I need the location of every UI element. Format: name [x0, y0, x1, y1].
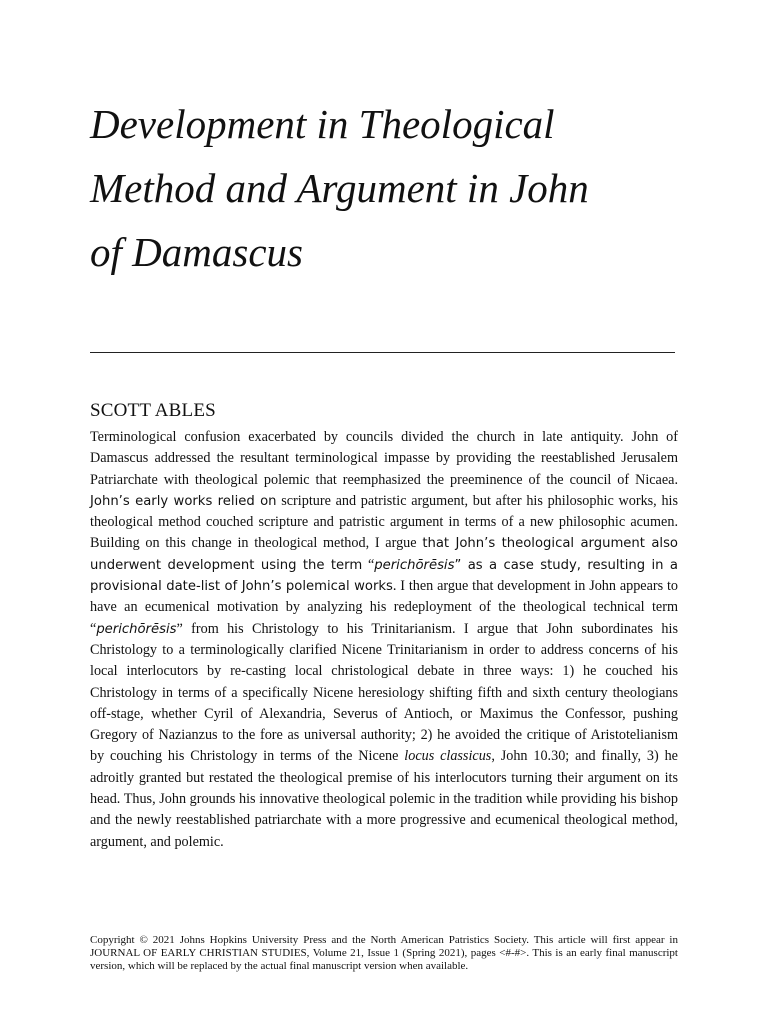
abstract-text: , John 10.30; and finally, 3) he adroitly granted but restated the theological premise of his interlocutors turning their argument on its head. Thus, John grounds his innovative theological polemic in the tradition while providing his bishop and the newly reestablished patriarchate with a more progressive and ecumenical theological method, argument, and polemic. — [90, 748, 678, 850]
abstract-text: ” as a case study, resulting in a provisional date-list of John’s polemical works — [90, 557, 678, 595]
greek-term: perichōrēsis — [374, 557, 455, 573]
title-line-3: of Damascus — [90, 229, 303, 275]
abstract-text: Terminological confusion exacerbated by councils divided the church in late antiquity. John of Damascus addressed the resultant terminological impasse by providing the reestablished Jerusalem Patriarchate with theological polemic that reemphasized the preeminence of the council of Nicaea. — [90, 429, 678, 488]
abstract-text: John’s early works relied on — [90, 493, 277, 509]
abstract-text: scripture and patristic argument, but after his philosophic works, his theological method couched scripture and patristic argument in terms of a new philosophic acumen. Building on this change in theological method, I argue — [90, 492, 678, 552]
article-title — [90, 92, 690, 284]
abstract-text: “ — [362, 556, 375, 573]
title-line-2: Method and Argument in John — [90, 165, 589, 211]
abstract-text: ” from his Christology to his Trinitarianism. I argue that John subordinates his Christology to a terminologically clarified Nicene Trinitarianism in order to address concerns of his local interlocutors by re-casting local christological debate in three ways: 1) he couched his Christology in terms of a specifically Nicene heresiology shifting fifth and sixth century theologians off-stage, whether Cyril of Alexandria, Severus of Antioch, or Maximus the Confessor, pushing Gregory of Nazianzus to the fore as universal authority; 2) he avoided the critique of Aristotelianism by couching his Christology in terms of the Nicene — [90, 620, 678, 765]
abstract — [90, 427, 678, 853]
greek-term: perichōrēsis — [96, 621, 177, 637]
title-divider — [90, 352, 675, 353]
abstract-text: . I then argue that development in John appears to have an ecumenical motivation by analyzing his redeployment of the theological technical term “ — [90, 578, 678, 637]
latin-term: locus classicus — [404, 748, 492, 765]
author-name: SCOTT ABLES — [90, 400, 216, 421]
abstract-text: that John’s theological argument also underwent development using the term — [90, 536, 679, 573]
copyright-notice: Copyright © 2021 Johns Hopkins University Press and the North American Patristics Society. This article will first appear in JOURNAL OF EARLY CHRISTIAN STUDIES, Volume 21, Issue 1 (Spring 2021), pages <#-#>. This is an early final manuscript version, which will be replaced by the actual final manuscript version when available. — [90, 934, 678, 972]
title-line-1: Development in Theological — [90, 101, 555, 147]
